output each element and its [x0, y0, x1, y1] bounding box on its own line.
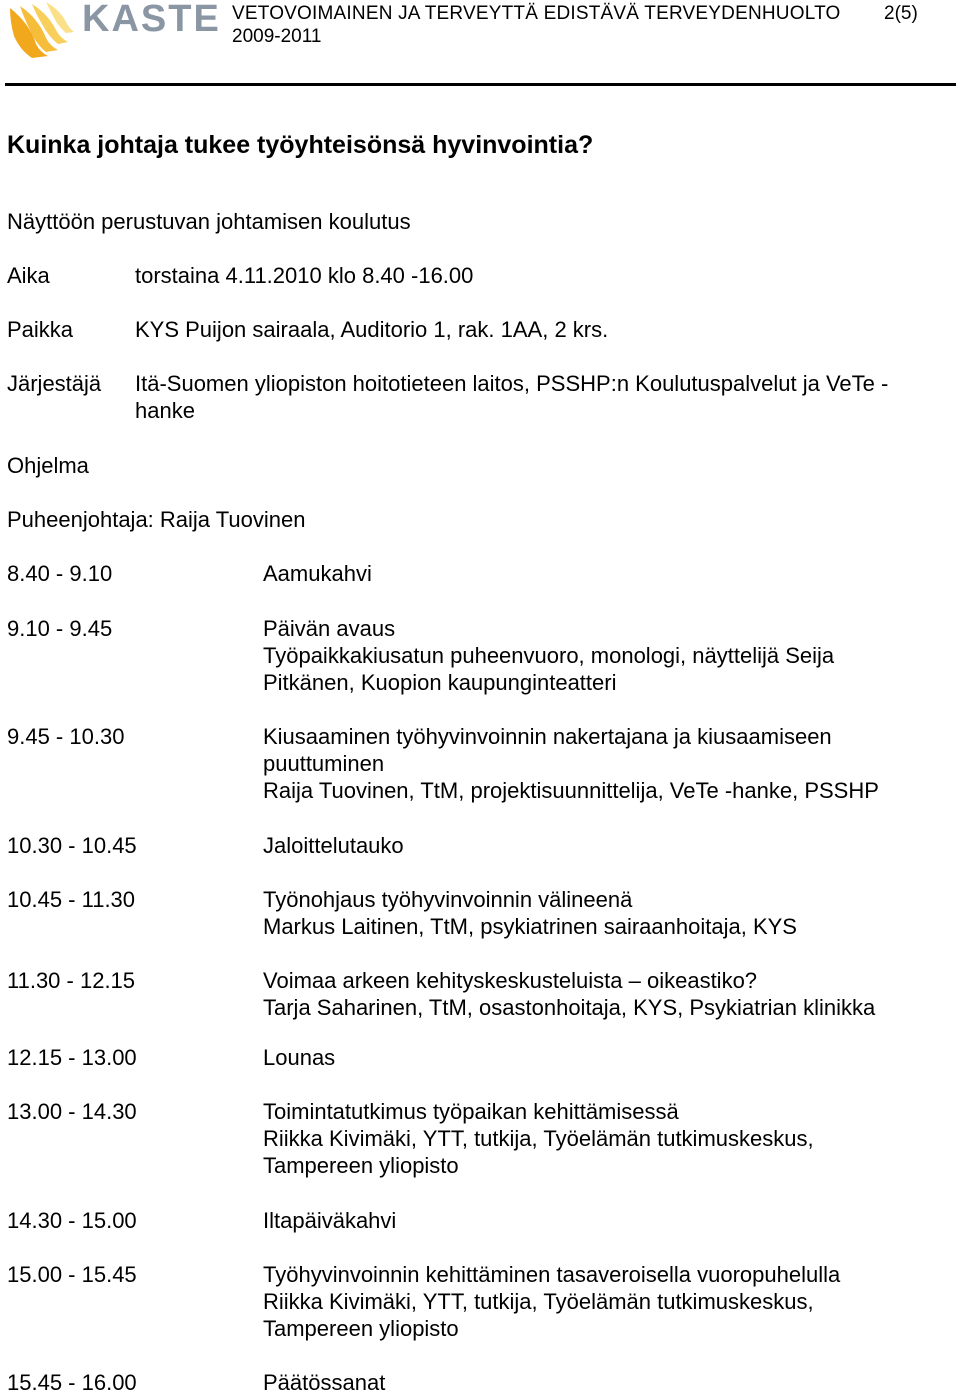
- schedule-time: 13.00 - 14.30: [7, 1099, 137, 1124]
- schedule-time: 9.45 - 10.30: [7, 724, 125, 749]
- schedule-time: 11.30 - 12.15: [7, 968, 136, 993]
- schedule-item-line: Aamukahvi: [263, 561, 372, 586]
- info-label-organizer: Järjestäjä: [7, 371, 102, 396]
- info-value-organizer-line: hanke: [135, 398, 195, 423]
- schedule-item-line: Riikka Kivimäki, YTT, tutkija, Työelämän tutkimuskeskus,: [263, 1289, 814, 1314]
- page-number: 2(5): [884, 3, 918, 24]
- schedule-item-line: Työnohjaus työhyvinvoinnin välineenä: [263, 887, 633, 912]
- schedule-item-line: Työhyvinvoinnin kehittäminen tasaveroisella vuoropuhelulla: [263, 1262, 841, 1287]
- schedule-item-line: Iltapäiväkahvi: [263, 1208, 397, 1233]
- schedule-time: 10.30 - 10.45: [7, 833, 137, 858]
- schedule-item-line: Tarja Saharinen, TtM, osastonhoitaja, KYS, Psykiatrian klinikka: [263, 995, 876, 1020]
- kaste-logo: [6, 0, 221, 60]
- info-value-place: KYS Puijon sairaala, Auditorio 1, rak. 1AA, 2 krs.: [135, 317, 609, 342]
- schedule-time: 10.45 - 11.30: [7, 887, 136, 912]
- schedule-item-line: puuttuminen: [263, 751, 385, 776]
- document-title: Kuinka johtaja tukee työyhteisönsä hyvinvointia?: [7, 131, 594, 159]
- info-label-place: Paikka: [7, 317, 74, 342]
- schedule-time: 15.45 - 16.00: [7, 1370, 137, 1395]
- schedule-item-line: Toimintatutkimus työpaikan kehittämisessä: [263, 1099, 679, 1124]
- schedule-item-line: Tampereen yliopisto: [263, 1153, 459, 1178]
- schedule-item-line: Raija Tuovinen, TtM, projektisuunnittelija, VeTe -hanke, PSSHP: [263, 778, 879, 803]
- schedule-time: 12.15 - 13.00: [7, 1045, 137, 1070]
- schedule-time: 8.40 - 9.10: [7, 561, 113, 586]
- schedule-time: 15.00 - 15.45: [7, 1262, 137, 1287]
- schedule-item-line: Tampereen yliopisto: [263, 1316, 459, 1341]
- schedule-item-line: Työpaikkakiusatun puheenvuoro, monologi, näyttelijä Seija: [263, 643, 835, 668]
- info-value-time: torstaina 4.11.2010 klo 8.40 -16.00: [135, 263, 474, 288]
- kaste-logo-icon: [6, 0, 76, 60]
- chairperson: Puheenjohtaja: Raija Tuovinen: [7, 507, 306, 532]
- document-subtitle: Näyttöön perustuvan johtamisen koulutus: [7, 209, 411, 234]
- header-title: VETOVOIMAINEN JA TERVEYTTÄ EDISTÄVÄ TERVEYDENHUOLTO: [232, 3, 841, 24]
- logo-wordmark: KASTE: [82, 0, 221, 40]
- info-value-organizer-line: Itä-Suomen yliopiston hoitotieteen laitos, PSSHP:n Koulutuspalvelut ja VeTe -: [135, 371, 889, 396]
- schedule-item-line: Lounas: [263, 1045, 336, 1070]
- schedule-item-line: Jaloittelutauko: [263, 833, 404, 858]
- schedule-item-line: Markus Laitinen, TtM, psykiatrinen sairaanhoitaja, KYS: [263, 914, 797, 939]
- header-divider: [5, 83, 956, 86]
- schedule-time: 14.30 - 15.00: [7, 1208, 137, 1233]
- schedule-item-line: Kiusaaminen työhyvinvoinnin nakertajana ja kiusaamiseen: [263, 724, 832, 749]
- schedule-item-line: Päivän avaus: [263, 616, 396, 641]
- info-label-time: Aika: [7, 263, 50, 288]
- schedule-item-line: Voimaa arkeen kehityskeskusteluista – oikeastiko?: [263, 968, 758, 993]
- header-years: 2009-2011: [232, 26, 322, 47]
- schedule-item-line: Päätössanat: [263, 1370, 386, 1395]
- program-heading: Ohjelma: [7, 453, 89, 478]
- schedule-item-line: Riikka Kivimäki, YTT, tutkija, Työelämän tutkimuskeskus,: [263, 1126, 814, 1151]
- schedule-item-line: Pitkänen, Kuopion kaupunginteatteri: [263, 670, 617, 695]
- page-header: [0, 0, 960, 90]
- schedule-time: 9.10 - 9.45: [7, 616, 113, 641]
